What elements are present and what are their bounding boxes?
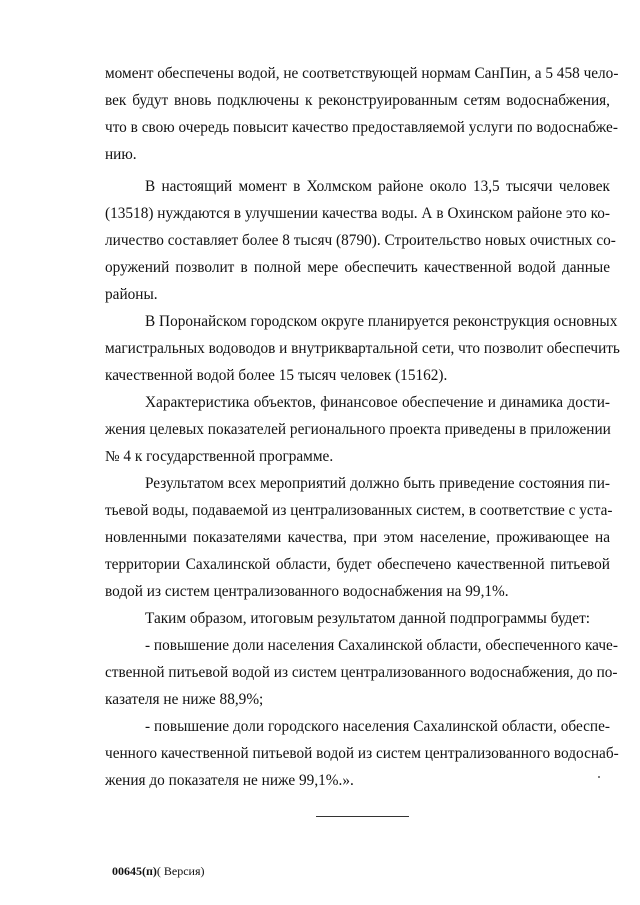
- separator-line: [316, 816, 409, 817]
- text-line: личество составляет более 8 тысяч (8790). Строительство новых очистных со-: [105, 232, 616, 249]
- text-line: магистральных водоводов и внутриквартальной сети, что позволит обеспечить: [105, 340, 620, 357]
- document-body: [105, 60, 620, 794]
- text-line: жения до показателя не ниже 99,1%.».: [105, 772, 354, 789]
- text-line: новленными показателями качества, при этом население, проживающее на: [105, 529, 610, 546]
- text-line: В Поронайском городском округе планируется реконструкция основных: [145, 313, 618, 330]
- text-line: тьевой воды, подаваемой из централизованных систем, в соответствие с уста-: [105, 502, 613, 519]
- text-line: оружений позволит в полной мере обеспечить качественной водой данные: [105, 259, 610, 276]
- text-line: (13518) нуждаются в улучшении качества воды. А в Охинском районе это ко-: [105, 205, 610, 222]
- scan-speck: [598, 776, 600, 778]
- text-line: Характеристика объектов, финансовое обеспечение и динамика дости-: [145, 394, 610, 411]
- text-line: жения целевых показателей регионального проекта приведены в приложении: [105, 421, 611, 438]
- text-line: - повышение доли населения Сахалинской области, обеспеченного каче-: [145, 637, 618, 654]
- text-line: В настоящий момент в Холмском районе около 13,5 тысячи человек: [145, 178, 610, 195]
- text-line: момент обеспечены водой, не соответствующей нормам СанПин, а 5 458 чело-: [105, 65, 619, 82]
- paragraph-1: [105, 60, 619, 168]
- paragraph-4: [105, 389, 610, 470]
- text-line: районы.: [105, 286, 158, 303]
- text-line: казателя не ниже 88,9%;: [105, 691, 264, 708]
- text-line: Таким образом, итоговым результатом данной подпрограммы будет:: [145, 610, 591, 627]
- text-line: - повышение доли городского населения Сахалинской области, обеспе-: [145, 718, 610, 735]
- paragraph-5: [105, 470, 613, 605]
- text-line: территории Сахалинской области, будет обеспечено качественной питьевой: [105, 556, 610, 573]
- text-line: век будут вновь подключены к реконструированным сетям водоснабжения,: [105, 92, 610, 109]
- list-item-2: [105, 713, 619, 794]
- footer-code: 00645(п): [112, 864, 157, 878]
- text-line: что в свою очередь повысит качество предоставляемой услуги по водоснабже-: [105, 119, 618, 136]
- text-line: качественной водой более 15 тысяч человек (15162).: [105, 367, 448, 384]
- text-line: ченного качественной питьевой водой из систем централизованного водоснаб-: [105, 745, 619, 762]
- text-line: ственной питьевой водой из систем централизованного водоснабжения, до по-: [105, 664, 618, 681]
- paragraph-6: [105, 605, 610, 632]
- footer-version: ( Версия): [156, 864, 205, 878]
- text-line: нию.: [105, 146, 137, 163]
- paragraph-2: [105, 173, 616, 308]
- text-line: Результатом всех мероприятий должно быть приведение состояния пи-: [145, 475, 610, 492]
- footer-document-code: [112, 864, 205, 879]
- text-line: № 4 к государственной программе.: [105, 448, 334, 465]
- paragraph-3: [105, 308, 620, 389]
- list-item-1: [105, 632, 618, 713]
- text-line: водой из систем централизованного водоснабжения на 99,1%.: [105, 583, 509, 600]
